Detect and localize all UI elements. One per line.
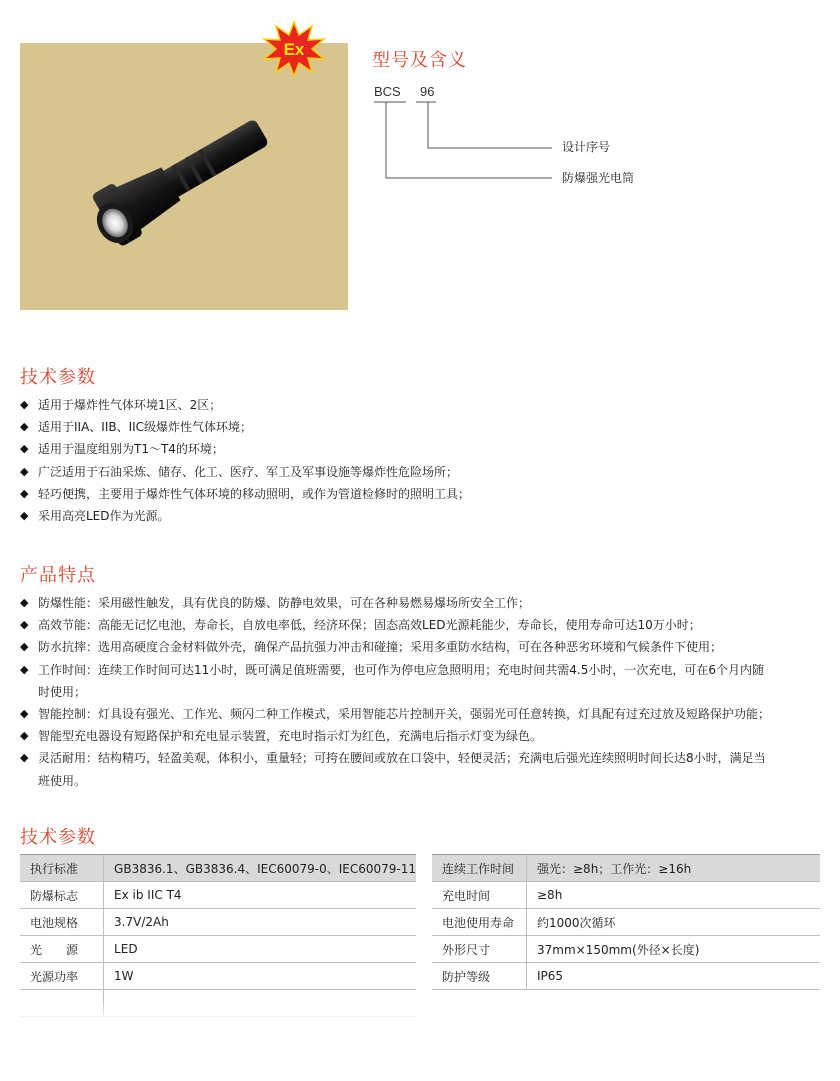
- list-item: ◆ 智能控制：灯具设有强光、工作光、频闪二种工作模式，采用智能芯片控制开关，强弱光可任意转换，灯具配有过充过放及短路保护功能；: [20, 703, 830, 725]
- model-title: 型号及含义: [372, 50, 467, 71]
- table-row: 执行标准 GB3836.1、GB3836.4、IEC60079-0、IEC60079-11: [20, 855, 416, 882]
- table-row: 电池使用寿命 约1000次循环: [432, 909, 820, 936]
- spec-table-right: [432, 854, 820, 990]
- label-design-number: 设计序号: [562, 140, 611, 154]
- table-row: 光 源 LED: [20, 936, 416, 963]
- table-row: 电池规格 3.7V/2Ah: [20, 909, 416, 936]
- tech-params-list: [20, 394, 830, 527]
- model-code-prefix: BCS: [374, 84, 401, 99]
- table-row: 充电时间 ≥8h: [432, 882, 820, 909]
- list-item: ◆ 工作时间：连续工作时间可达11小时，既可满足值班需要，也可作为停电应急照明用；充电时间共需4.5小时，一次充电，可在6个月内随 时使用；: [20, 659, 830, 703]
- list-item: ◆ 广泛适用于石油采炼、储存、化工、医疗、军工及军事设施等爆炸性危险场所；: [20, 461, 830, 483]
- features-title: 产品特点: [20, 565, 96, 586]
- list-item: ◆ 适用于爆炸性气体环境1区、2区；: [20, 394, 830, 416]
- table-row: 防爆标志 Ex ib IIC T4: [20, 882, 416, 909]
- table-row: 外形尺寸 37mm×150mm(外径×长度): [432, 936, 820, 963]
- tech-params-title: 技术参数: [20, 367, 96, 388]
- ex-badge: [262, 20, 326, 78]
- table-row: 光源功率 1W: [20, 963, 416, 990]
- list-item: ◆ 高效节能：高能无记忆电池，寿命长，自放电率低，经济环保；固态高效LED光源耗能少，寿命长，使用寿命可达10万小时；: [20, 614, 830, 636]
- product-photo: [20, 43, 348, 310]
- list-item: ◆ 防水抗摔：选用高硬度合金材料做外壳，确保产品抗强力冲击和碰撞；采用多重防水结构，可在各种恶劣环境和气候条件下使用；: [20, 636, 830, 658]
- table-row: 防护等级 IP65: [432, 963, 820, 990]
- list-item: ◆ 轻巧便携，主要用于爆炸性气体环境的移动照明，或作为管道检修时的照明工具；: [20, 483, 830, 505]
- flashlight-image: [20, 43, 348, 310]
- list-item: ◆ 适用于IIA、IIB、IIC级爆炸性气体环境；: [20, 416, 830, 438]
- model-code-number: 96: [420, 84, 435, 99]
- list-item: ◆ 灵活耐用：结构精巧，轻盈美观，体积小，重量轻；可挎在腰间或放在口袋中，轻便灵活；充满电后强光连续照明时间长达8小时，满足当 班使用。: [20, 747, 830, 791]
- spec-table-title: 技术参数: [20, 827, 96, 848]
- table-row: 连续工作时间 强光：≥8h；工作光：≥16h: [432, 855, 820, 882]
- table-fade: [20, 1000, 416, 1020]
- list-item: ◆ 采用高亮LED作为光源。: [20, 505, 830, 527]
- list-item: ◆ 智能型充电器设有短路保护和充电显示装置，充电时指示灯为红色，充满电后指示灯变为绿色。: [20, 725, 830, 747]
- label-product-name: 防爆强光电筒: [562, 171, 635, 185]
- starburst-icon: [262, 20, 326, 78]
- badge-text: Ex: [283, 40, 305, 59]
- list-item: ◆ 适用于温度组别为T1～T4的环境；: [20, 438, 830, 460]
- spec-table-left: [20, 854, 416, 1017]
- features-list: [20, 592, 830, 792]
- list-item: ◆ 防爆性能：采用磁性触发，具有优良的防爆、防静电效果，可在各种易燃易爆场所安全工作；: [20, 592, 830, 614]
